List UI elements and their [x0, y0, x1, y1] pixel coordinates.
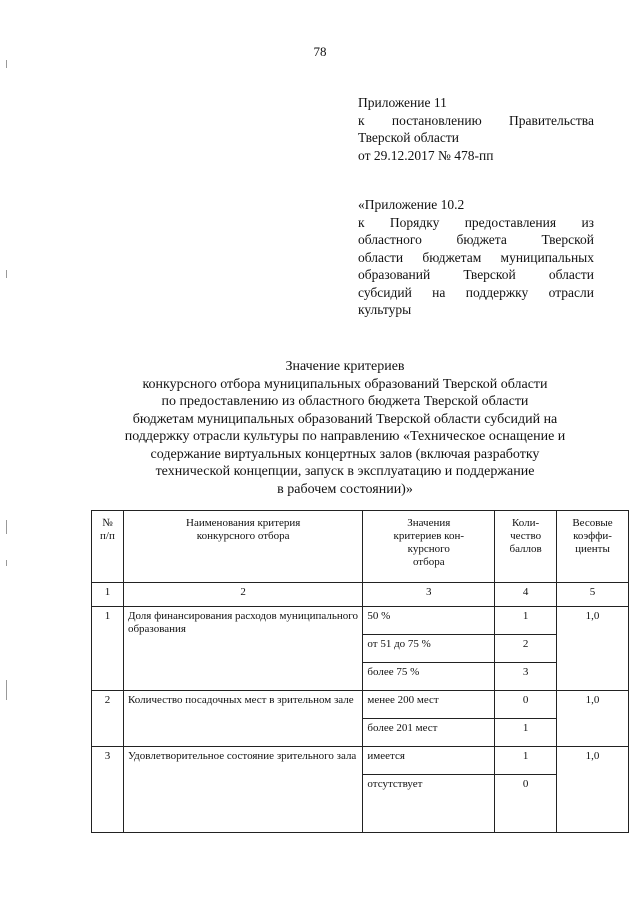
- appendix-line: субсидий на поддержку отрасли: [358, 284, 594, 300]
- criterion-score: 1: [495, 747, 557, 775]
- criterion-name: Количество посадочных мест в зрительном зале: [123, 691, 362, 747]
- title-line: поддержку отрасли культуры по направлению «Техническое оснащение и: [124, 429, 566, 444]
- appendix-11-block: [358, 94, 594, 164]
- criterion-value: отсутствует: [363, 775, 495, 833]
- criterion-score: 1: [495, 607, 557, 635]
- criterion-name: Доля финансирования расходов муниципального образования: [123, 607, 362, 691]
- criterion-score: 1: [495, 719, 557, 747]
- column-number: 1: [92, 583, 124, 607]
- document-title: [60, 358, 630, 498]
- title-line: конкурсного отбора муниципальных образований Тверской области: [142, 376, 548, 392]
- title-line: содержание виртуальных концертных залов (включая разработку: [150, 446, 540, 462]
- criterion-score: 2: [495, 635, 557, 663]
- criterion-weight: 1,0: [557, 691, 629, 747]
- title-line: в рабочем состоянии)»: [277, 481, 413, 497]
- header-values: Значения критериев кон- курсного отбора: [363, 511, 495, 583]
- criterion-weight: 1,0: [557, 607, 629, 691]
- row-num: 1: [92, 607, 124, 691]
- margin-mark: [6, 60, 7, 68]
- criteria-table: [91, 510, 629, 833]
- title-line: Значение критериев: [285, 359, 405, 374]
- title-line: бюджетам муниципальных образований Тверской области субсидий на: [132, 411, 558, 427]
- header-weights: Весовые коэффи- циенты: [557, 511, 629, 583]
- criterion-weight: 1,0: [557, 747, 629, 833]
- header-points: Коли- чество баллов: [495, 511, 557, 583]
- criterion-score: 0: [495, 691, 557, 719]
- criterion-name: Удовлетворительное состояние зрительного зала: [123, 747, 362, 833]
- criterion-value: более 75 %: [363, 663, 495, 691]
- appendix-line: Тверской области: [358, 130, 459, 145]
- column-number: 3: [363, 583, 495, 607]
- title-line: технической концепции, запуск в эксплуатацию и поддержание: [155, 464, 535, 479]
- appendix-line: к Порядку предоставления из: [358, 214, 594, 230]
- table-header-row: [92, 511, 629, 583]
- criterion-value: менее 200 мест: [363, 691, 495, 719]
- column-number: 2: [123, 583, 362, 607]
- page-number: 78: [313, 44, 327, 59]
- column-number-row: [92, 583, 629, 607]
- criterion-score: 3: [495, 663, 557, 691]
- appendix-line: «Приложение 10.2: [358, 197, 465, 212]
- header-num: № п/п: [92, 511, 124, 583]
- appendix-10-2-block: [358, 196, 594, 319]
- title-line: по предоставлению из областного бюджета Тверской области: [161, 394, 529, 409]
- table-row: [92, 747, 629, 775]
- appendix-line: культуры: [358, 302, 412, 317]
- appendix-line: к постановлению Правительства: [358, 112, 594, 128]
- criterion-value: имеется: [363, 747, 495, 775]
- appendix-line: от 29.12.2017 № 478-пп: [358, 147, 494, 163]
- appendix-line: Приложение 11: [358, 95, 447, 110]
- criterion-value: 50 %: [363, 607, 495, 635]
- row-num: 2: [92, 691, 124, 747]
- appendix-line: области бюджетам муниципальных: [358, 249, 594, 265]
- row-num: 3: [92, 747, 124, 833]
- margin-mark: [6, 560, 7, 566]
- column-number: 5: [557, 583, 629, 607]
- criterion-value: более 201 мест: [363, 719, 495, 747]
- criterion-value: от 51 до 75 %: [363, 635, 495, 663]
- criterion-score: 0: [495, 775, 557, 833]
- margin-mark: [6, 270, 7, 278]
- margin-mark: [6, 520, 7, 534]
- margin-mark: [6, 680, 7, 700]
- table-row: [92, 691, 629, 719]
- table-row: [92, 607, 629, 635]
- column-number: 4: [495, 583, 557, 607]
- appendix-line: образований Тверской области: [358, 267, 594, 282]
- header-criterion: Наименования критерия конкурсного отбора: [123, 511, 362, 583]
- appendix-line: областного бюджета Тверской: [358, 232, 594, 247]
